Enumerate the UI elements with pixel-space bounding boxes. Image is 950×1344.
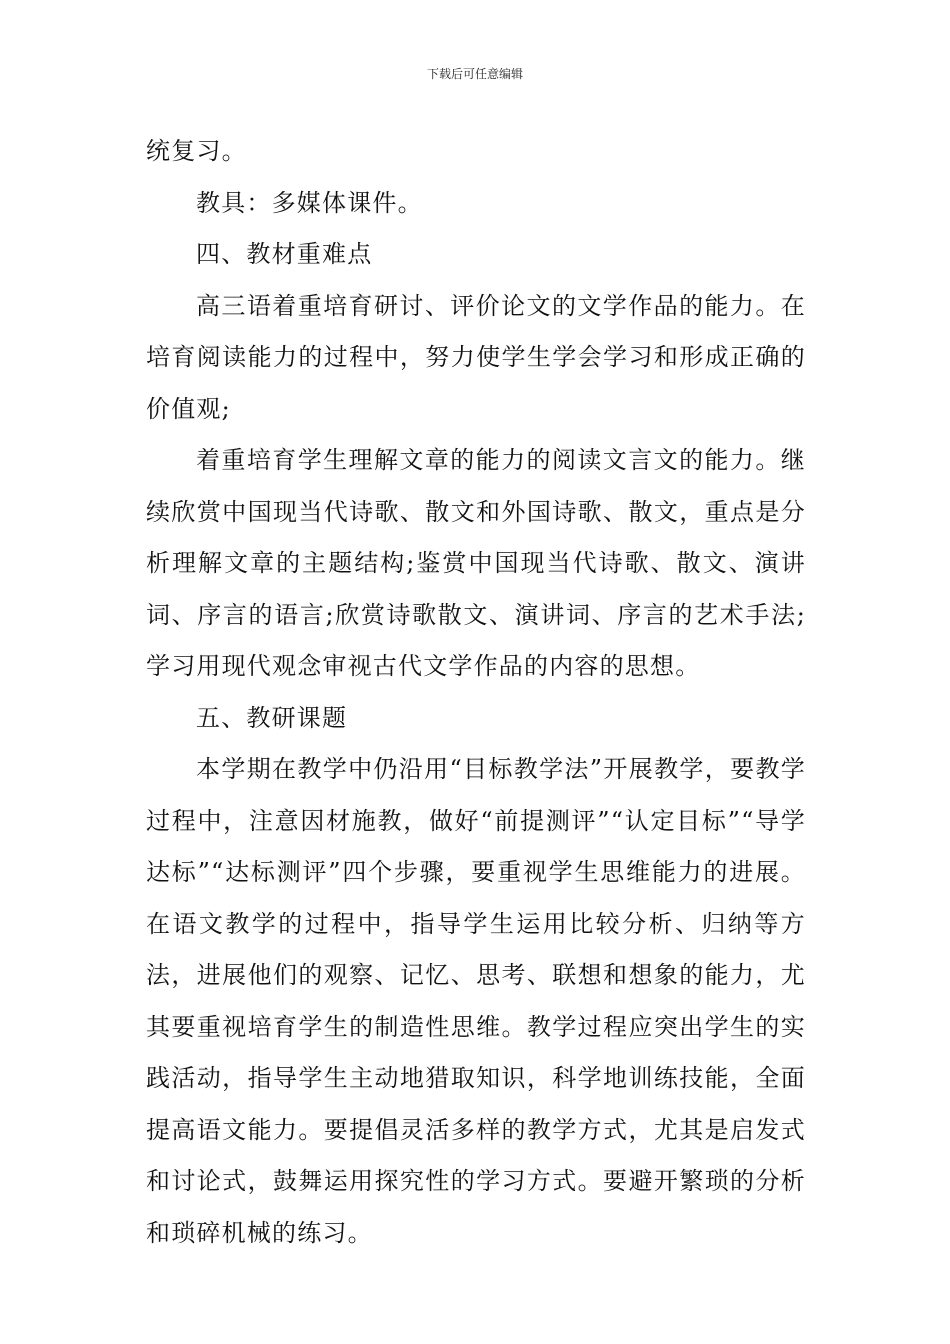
paragraph-teaching-aids: 教具：多媒体课件。: [196, 188, 423, 217]
paragraph-research-topic: 本学期在教学中仍沿用“目标教学法”开展教学，要教学过程中，注意因材施教，做好“前提测评”“认定目标”“导学达标”“达标测评”四个步骤，要重视学生思维能力的进展。在语文教学的过程中，指导学生运用比较分析、归纳等方法，进展他们的观察、记忆、思考、联想和想象的能力，尤其要重视培育学生的制造性思维。教学过程应突出学生的实践活动，指导学生主动地猎取知识，科学地训练技能，全面提高语文能力。要提倡灵活多样的教学方式，尤其是启发式和讨论式，鼓舞运用探究性的学习方式。要避开繁琐的分析和琐碎机械的练习。: [146, 755, 806, 1247]
paragraph-key-points-1: 高三语着重培育研讨、评价论文的文学作品的能力。在培育阅读能力的过程中，努力使学生学会学习和形成正确的价值观;: [146, 291, 806, 423]
paragraph-continuation: 统复习。: [146, 137, 247, 165]
section-heading-key-points: 四、教材重难点: [196, 240, 373, 268]
paragraph-key-points-2: 着重培育学生理解文章的能力的阅读文言文的能力。继续欣赏中国现当代诗歌、散文和外国诗歌、散文，重点是分析理解文章的主题结构;鉴赏中国现当代诗歌、散文、演讲词、序言的语言;欣赏诗歌散文、演讲词、序言的艺术手法;学习用现代观念审视古代文学作品的内容的思想。: [146, 446, 806, 680]
document-body: [146, 126, 806, 1259]
section-heading-research-topic: 五、教研课题: [196, 703, 348, 732]
page-header: 下载后可任意编辑: [426, 67, 523, 81]
